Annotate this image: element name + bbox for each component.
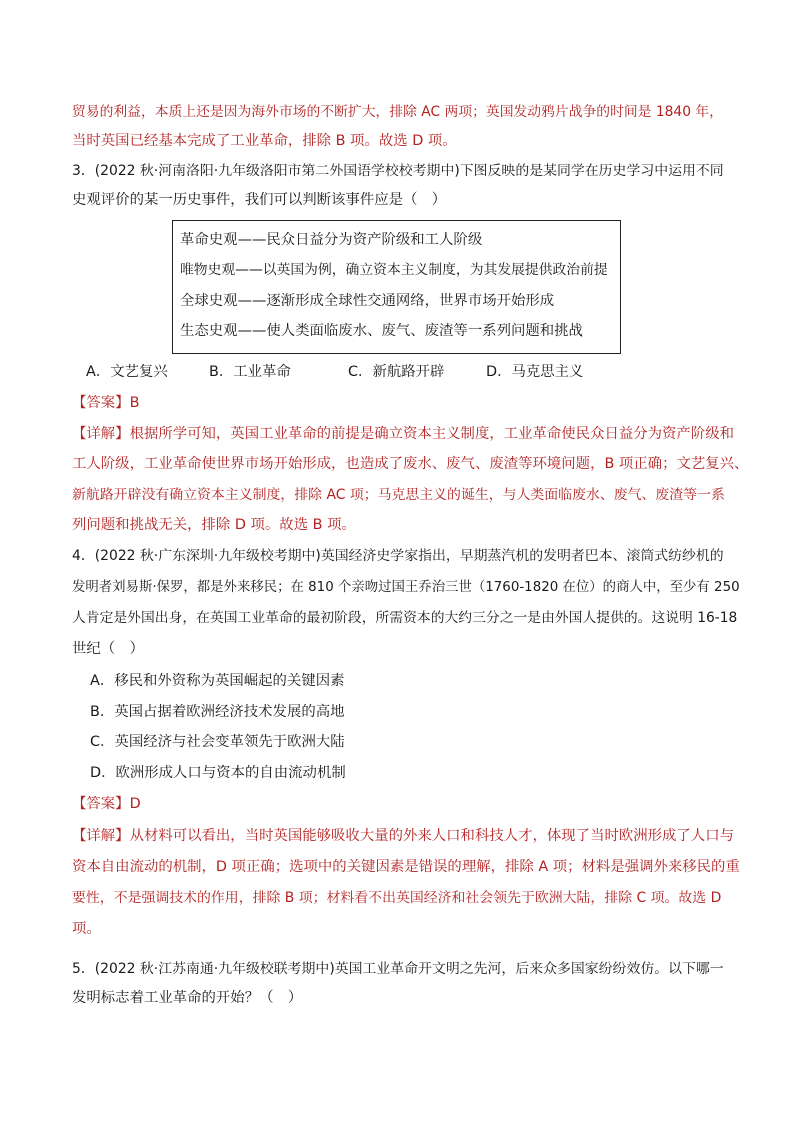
q4-answer: 【答案】D	[72, 796, 141, 812]
q3-option-a[interactable]: A．文艺复兴	[86, 364, 168, 380]
q2-explanation-line-1: 贸易的利益，本质上还是因为海外市场的不断扩大，排除 AC 两项；英国发动鸦片战争的时间是 1840 年，	[72, 104, 723, 120]
q3-stem-line-1: 3．(2022 秋·河南洛阳·九年级洛阳市第二外国语学校校考期中)下图反映的是某同学在历史学习中运用不同	[72, 163, 724, 179]
q3-option-b[interactable]: B．工业革命	[209, 364, 291, 380]
q4-detail-line-4: 项。	[72, 921, 101, 937]
q3-answer: 【答案】B	[72, 395, 140, 411]
q4-stem-line-1: 4．(2022 秋·广东深圳·九年级校考期中)英国经济史学家指出，早期蒸汽机的发明者巴本、滚筒式纺纱机的	[72, 548, 724, 564]
q3-box-line-3: 全球史观——逐渐形成全球性交通网络，世界市场开始形成	[180, 293, 555, 309]
q4-stem-line-3: 人肯定是外国出身，在英国工业革命的最初阶段，所需资本的大约三分之一是由外国人提供的。这说明 16-18	[72, 610, 738, 626]
q5-stem-line-2: 发明标志着工业革命的开始？（ ）	[72, 990, 303, 1006]
q4-option-d[interactable]: D．欧洲形成人口与资本的自由流动机制	[90, 765, 346, 781]
q4-option-b[interactable]: B．英国占据着欧洲经济技术发展的高地	[90, 704, 345, 720]
q4-option-c[interactable]: C．英国经济与社会变革领先于欧洲大陆	[90, 734, 345, 750]
q4-stem-line-2: 发明者刘易斯·保罗，都是外来移民；在 810 个亲吻过国王乔治三世（1760-1820 在位）的商人中，至少有 250	[72, 580, 740, 595]
q3-detail-line-1: 【详解】根据所学可知，英国工业革命的前提是确立资本主义制度，工业革命使民众日益分为资产阶级和	[72, 426, 734, 442]
q4-detail-line-2: 资本自由流动的机制，D 项正确；选项中的关键因素是错误的理解，排除 A 项；材料是强调外来移民的重	[72, 859, 740, 875]
q4-detail-line-3: 要性，不是强调技术的作用，排除 B 项；材料看不出英国经济和社会领先于欧洲大陆，排除 C 项。故选 D	[72, 890, 722, 906]
q3-box-line-2: 唯物史观——以英国为例，确立资本主义制度，为其发展提供政治前提	[180, 262, 608, 278]
q3-option-d[interactable]: D．马克思主义	[486, 364, 584, 380]
q3-detail-line-3: 新航路开辟没有确立资本主义制度，排除 AC 项；马克思主义的诞生，与人类面临废水、废气、废渣等一系	[72, 487, 725, 503]
q4-stem-line-4: 世纪（ ）	[72, 641, 144, 657]
q3-box-line-4: 生态史观——使人类面临废水、废气、废渣等一系列问题和挑战	[180, 323, 583, 339]
q4-detail-line-1: 【详解】从材料可以看出，当时英国能够吸收大量的外来人口和科技人才，体现了当时欧洲形成了人口与	[72, 828, 734, 844]
q3-detail-line-2: 工人阶级，工业革命使世界市场开始形成，也造成了废水、废气、废渣等环境问题，B 项正确；文艺复兴、	[72, 456, 749, 472]
q3-detail-line-4: 列问题和挑战无关，排除 D 项。故选 B 项。	[72, 517, 356, 533]
q3-option-c[interactable]: C．新航路开辟	[348, 364, 445, 380]
q3-material-box	[172, 220, 621, 354]
q3-box-line-1: 革命史观——民众日益分为资产阶级和工人阶级	[180, 232, 483, 248]
q3-stem-line-2: 史观评价的某一历史事件，我们可以判断该事件应是（ ）	[72, 192, 447, 208]
q5-stem-line-1: 5．(2022 秋·江苏南通·九年级校联考期中)英国工业革命开文明之先河，后来众多国家纷纷效仿。以下哪一	[72, 961, 724, 977]
q2-explanation-line-2: 当时英国已经基本完成了工业革命，排除 B 项。故选 D 项。	[72, 133, 457, 149]
q4-option-a[interactable]: A．移民和外资称为英国崛起的关键因素	[90, 673, 345, 689]
